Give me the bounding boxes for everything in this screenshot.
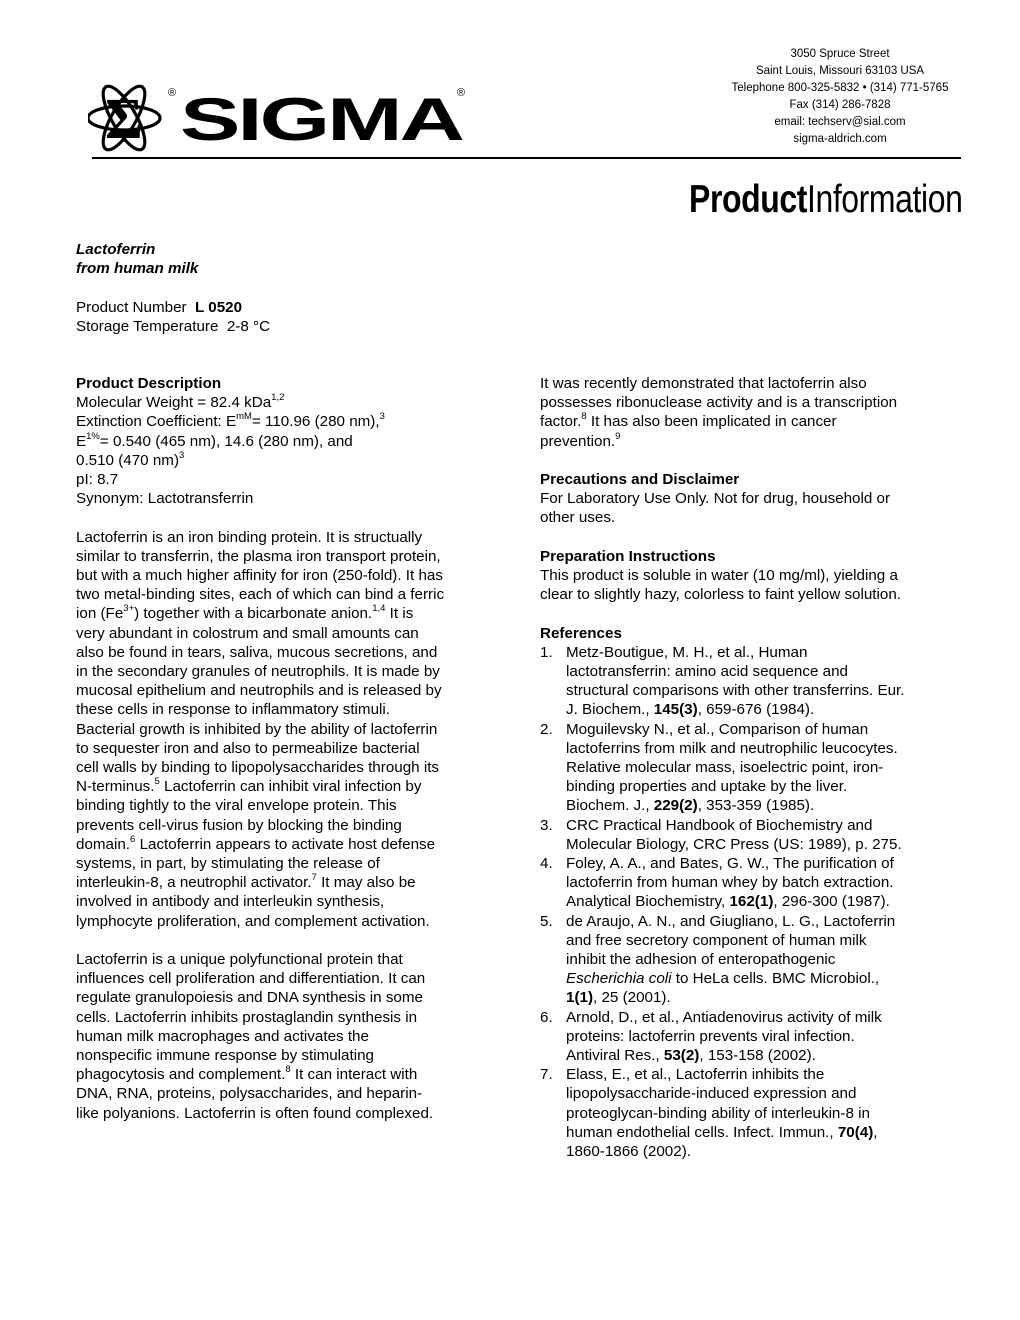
preparation-text: This product is soluble in water (10 mg/ml), yielding a clear to slightly hazy, colorless to faint yellow solution.	[540, 567, 902, 604]
isoelectric-point: pI: 8.7	[76, 471, 119, 489]
svg-text:®: ®	[168, 87, 177, 99]
address-fax: Fax (314) 286-7828	[789, 99, 891, 111]
molecular-weight: Molecular Weight = 82.4 kDa$^{1,2}$	[76, 392, 285, 412]
extinction-coefficient: Extinction Coefficient: $E^{mM}= 110.96$ (280 nm),$^3$	[76, 411, 385, 431]
product-name: Lactoferrin	[76, 241, 156, 258]
sigma-logo	[88, 76, 468, 167]
reference-item: 6. Arnold, D., et al., Antiadenovirus activity of milk proteins: lactoferrin prevents viral infection. Antiviral Res., 53(2), 153-158 (2002).	[540, 1008, 882, 1065]
reference-item: 7. Elass, E., et al., Lactoferrin inhibits the lipopolysaccharide-induced expression and proteoglycan-binding ability of interleukin-8 in human endothelial cells. Infect. Immun., 70(4), 1860-1866 (2002).	[540, 1066, 878, 1161]
header-divider	[92, 157, 961, 159]
address-email: email: techserv@sial.com	[774, 116, 906, 128]
product-number: L 0520	[195, 298, 243, 316]
sigma-logo-graphic	[88, 76, 468, 162]
company-address	[690, 46, 990, 148]
right-column	[540, 374, 960, 1161]
address-telephone: Telephone 800-325-5832 • (314) 771-5765	[731, 82, 949, 94]
references-heading: References	[540, 624, 622, 642]
page-body	[76, 240, 966, 1194]
description-paragraph-2: Lactoferrin is a unique polyfunctional protein that influences cell proliferation and differentiation. It can regulate granulopoiesis and DNA synthesis in some cells. Lactoferrin inhibits prostaglandin synthesis in human milk macrophages and activates the nonspecific immune response by stimulating phagocytosis and complement.$^8$ It can interact with DNA, RNA, proteins, polysaccharides, and heparin- like polyanions. Lactoferrin is often found complexed.	[76, 951, 434, 1122]
product-information-title: ProductInformation	[688, 178, 962, 221]
brand-wordmark: SIGMA	[180, 86, 464, 153]
reference-item: 4. Foley, A. A., and Bates, G. W., The purification of lactoferrin from human whey by batch extraction. Analytical Biochemistry, 162(1), 296-300 (1987).	[540, 855, 894, 911]
reference-item: 3. CRC Practical Handbook of Biochemistry and Molecular Biology, CRC Press (US: 1989), p. 275.	[540, 816, 902, 853]
preparation-heading: Preparation Instructions	[540, 547, 716, 565]
reference-item: 2. Moguilevsky N., et al., Comparison of human lactoferrins from milk and neutrophilic leucocytes. Relative molecular mass, isoelectric point, iron- binding properties and uptake by the liver. Biochem. J., 229(2), 353-359 (1985).	[540, 720, 898, 815]
precautions-heading: Precautions and Disclaimer	[540, 471, 740, 488]
address-website: sigma-aldrich.com	[793, 133, 887, 145]
synonym: Synonym: Lactotransferrin	[76, 490, 254, 508]
reference-item: 5. de Araujo, A. N., and Giugliano, L. G., Lactoferrin and free secretory component of human milk inhibit the adhesion of enteropathogenic Escherichia coli to HeLa cells. BMC Microbiol., 1(1), 25 (2001).	[540, 912, 896, 1007]
left-column: Product Description Molecular Weight = 82.4 kDa$^{1,2}$ Extinction Coefficient: $E^{mM}= 110.96$ (280 nm),$^3$ $E^{1\%}= 0.540$ (465 nm), 14.6 (280 nm), and 0.510 (470 nm)$^3$ pI: 8.7 Synonym: Lactotransferrin Lactoferrin is an iron binding protein. It is structually similar to transferrin, the plasma iron transport protein, but with a much higher affinity for iron (250-fold). It has two metal-binding sites, each of which can bind a ferric ion $(Fe^{3+})$ together with a bicarbonate anion.$^{1,4}$ It is very abundant in colostrum and small amounts can also be found in tears, saliva, mucous secretions, and in the secondary granules of neutrophils. It is made by mucosal epithelium and neutrophils and is released by these cells in response to inflammatory stimuli. Bacterial growth is inhibited by the ability of lactoferrin to sequester iron and also to permeabilize bacterial cell walls by binding to lipopolysaccharides through its N-terminus.$^5$ Lactoferrin can inhibit viral infection by binding tightly to the viral envelope protein. This prevents cell-virus fusion by blocking the binding domain.$^6$ Lactoferrin appears to activate host defense systems, in part, by stimulating the release of interleukin-8, a neutrophil activator.$^7$ It may also be involved in antibody and interleukin synthesis, lymphocyte proliferation, and complement activation. Lactoferrin is a unique polyfunctional protein that influences cell proliferation and differentiation. It can regulate granulopoiesis and DNA synthesis in some cells. Lactoferrin inhibits prostaglandin synthesis in human milk macrophages and activates the nonspecific immune response by stimulating phagocytosis and complement.$^8$ It can interact with DNA, RNA, proteins, polysaccharides, and heparin- like polyanions. Lactoferrin is often found complexed.	[76, 374, 496, 1123]
svg-text:®: ®	[457, 87, 466, 99]
product-source: from human milk	[76, 260, 199, 278]
references-list	[540, 643, 960, 1161]
storage-temperature-line: Storage Temperature 2-8 °C	[76, 317, 271, 335]
address-street: 3050 Spruce Street	[790, 48, 890, 60]
sigma-symbol-icon: Σ	[105, 86, 143, 151]
intro-paragraph: It was recently demonstrated that lactoferrin also possesses ribonuclease activity and is a transcription factor.$^8$ It has also been implicated in cancer prevention.$^9$	[540, 375, 898, 450]
product-number-line: Product Number L 0520	[76, 298, 243, 316]
precautions-text: For Laboratory Use Only. Not for drug, household or other uses.	[540, 490, 891, 527]
description-paragraph-1: Lactoferrin is an iron binding protein. It is structually similar to transferrin, the plasma iron transport protein, but with a much higher affinity for iron (250-fold). It has two metal-binding sites, each of which can bind a ferric ion $(Fe^{3+})$ together with a bicarbonate anion.$^{1,4}$ It is very abundant in colostrum and small amounts can also be found in tears, saliva, mucous secretions, and in the secondary granules of neutrophils. It is made by mucosal epithelium and neutrophils and is released by these cells in response to inflammatory stimuli. Bacterial growth is inhibited by the ability of lactoferrin to sequester iron and also to permeabilize bacterial cell walls by binding to lipopolysaccharides through its N-terminus.$^5$ Lactoferrin can inhibit viral infection by binding tightly to the viral envelope protein. This prevents cell-virus fusion by blocking the binding domain.$^6$ Lactoferrin appears to activate host defense systems, in part, by stimulating the release of interleukin-8, a neutrophil activator.$^7$ It may also be involved in antibody and interleukin synthesis, lymphocyte proliferation, and complement activation.	[76, 528, 445, 930]
reference-item: 1. Metz-Boutigue, M. H., et al., Human lactotransferrin: amino acid sequence and structural comparisons with other transferrins. Eur. J. Biochem., 145(3), 659-676 (1984).	[540, 643, 905, 719]
extinction-coefficient-1pct: $E^{1\%}= 0.540$ (465 nm), 14.6 (280 nm), and	[76, 430, 353, 450]
address-city: Saint Louis, Missouri 63103 USA	[755, 65, 925, 77]
product-description-heading: Product Description	[76, 375, 222, 392]
